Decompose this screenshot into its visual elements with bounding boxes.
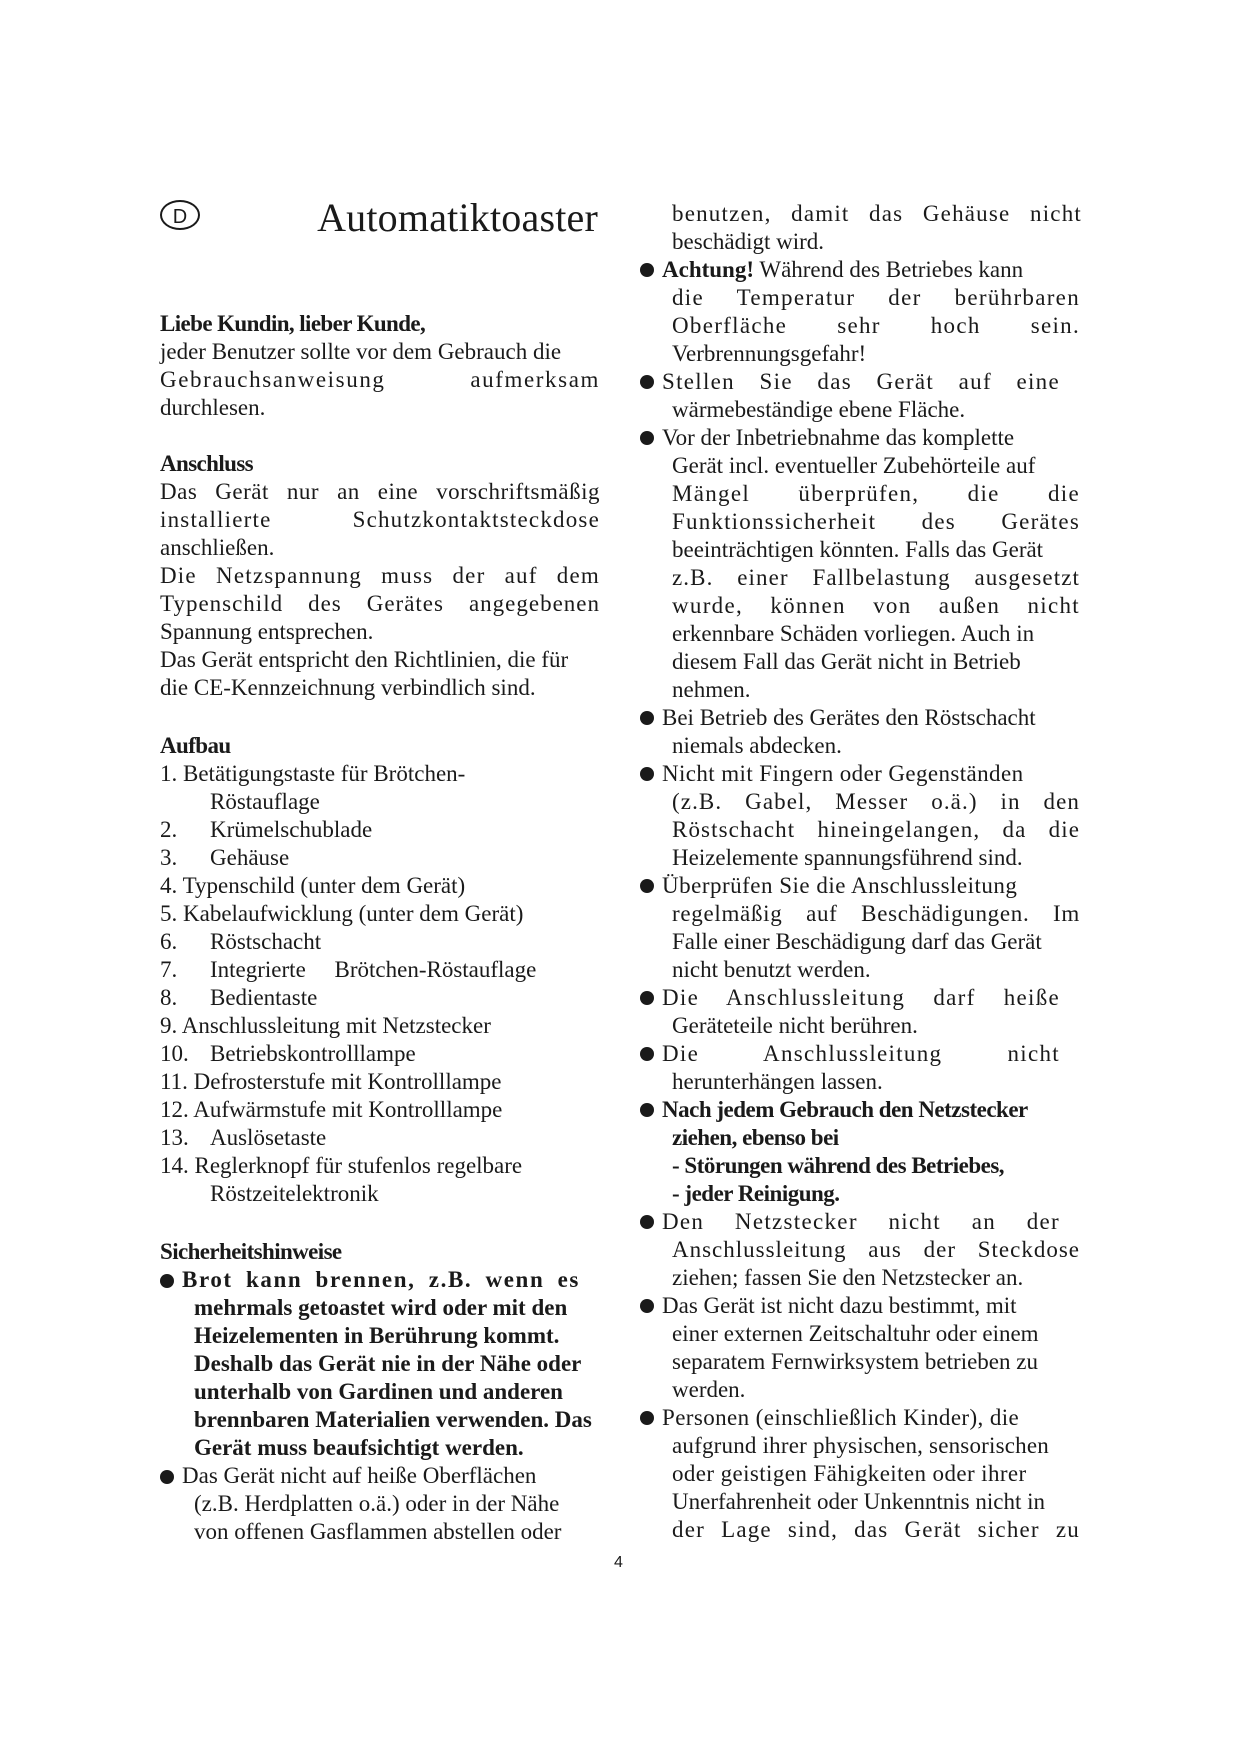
aufbau-section <box>160 732 600 1208</box>
text-line: Das Gerät nur an eine vorschriftsmäßig <box>160 479 600 504</box>
text-line: Das Gerät entspricht den Richtlinien, die für <box>160 647 569 672</box>
language-badge: D <box>160 200 200 230</box>
safety-bullet: Nicht mit Fingern oder Gegenständen (z.B. Gabel, Messer o.ä.) in den Röstschacht hineingelangen, da die Heizelemente spannungsführend sind. <box>640 760 1080 872</box>
parts-list-item: 1. Betätigungstaste für Brötchen- Röstauflage <box>160 761 466 814</box>
section-heading: Anschluss <box>160 451 254 476</box>
parts-list <box>160 760 600 1208</box>
parts-list-item: 7. Integrierte Brötchen-Röstauflage <box>160 957 537 982</box>
continuation-text: benutzen, damit das Gehäuse nicht beschädigt wird. <box>672 201 1082 254</box>
bullet-dot-icon <box>640 991 654 1005</box>
text-line: Spannung entsprechen. <box>160 619 374 644</box>
text-line: installierte Schutzkontaktsteckdose <box>160 507 600 532</box>
bullet-dot-icon <box>640 263 654 277</box>
bullet-dot-icon <box>640 879 654 893</box>
intro-line: durchlesen. <box>160 395 266 420</box>
text-line: Die Netzspannung muss der auf dem <box>160 563 600 588</box>
section-heading: Sicherheitshinweise <box>160 1239 342 1264</box>
parts-list-item: 4. Typenschild (unter dem Gerät) <box>160 873 466 898</box>
safety-bullet: Bei Betrieb des Gerätes den Röstschacht niemals abdecken. <box>640 704 1080 760</box>
bullet-dot-icon <box>640 767 654 781</box>
parts-list-item: 3. Gehäuse <box>160 845 290 870</box>
sicherheit-section <box>160 1238 600 1546</box>
intro-line: jeder Benutzer sollte vor dem Gebrauch die <box>160 339 562 364</box>
page-number: 4 <box>614 1554 623 1571</box>
anschluss-section <box>160 450 600 702</box>
salutation: Liebe Kundin, lieber Kunde, <box>160 311 426 336</box>
safety-bullet: Überprüfen Sie die Anschlussleitung regelmäßig auf Beschädigungen. Im Falle einer Beschädigung darf das Gerät nicht benutzt werden. <box>640 872 1080 984</box>
safety-bullet: Achtung! Während des Betriebes kann die Temperatur der berührbaren Oberfläche sehr hoch sein. Verbrennungsgefahr! <box>640 256 1080 368</box>
safety-bullet: Das Gerät nicht auf heiße Oberflächen (z.B. Herdplatten o.ä.) oder in der Nähe von offenen Gasflammen abstellen oder <box>160 1462 600 1546</box>
parts-list-item: 9. Anschlussleitung mit Netzstecker <box>160 1013 491 1038</box>
page-header <box>160 195 600 245</box>
parts-list-item: 12. Aufwärmstufe mit Kontrolllampe <box>160 1097 503 1122</box>
parts-list-item: 13. Auslösetaste <box>160 1125 327 1150</box>
bullet-dot-icon <box>160 1470 174 1484</box>
text-line: die CE-Kennzeichnung verbindlich sind. <box>160 675 536 700</box>
text-line: Typenschild des Gerätes angegebenen <box>160 591 600 616</box>
safety-bullet: Den Netzstecker nicht an der Anschlussleitung aus der Steckdose ziehen; fassen Sie den Netzstecker an. <box>640 1208 1080 1292</box>
text-line: anschließen. <box>160 535 275 560</box>
intro-line: Gebrauchsanweisung aufmerksam <box>160 367 600 392</box>
parts-list-item: 6. Röstschacht <box>160 929 322 954</box>
bullet-dot-icon <box>640 375 654 389</box>
safety-bullet: Brot kann brennen, z.B. wenn es mehrmals getoastet wird oder mit den Heizelementen in Berührung kommt. Deshalb das Gerät nie in der Nähe oder unterhalb von Gardinen und anderen brennbaren Materialien verwenden. Das Gerät muss beaufsichtigt werden. <box>160 1266 600 1462</box>
bullet-dot-icon <box>640 1047 654 1061</box>
parts-list-item: 5. Kabelaufwicklung (unter dem Gerät) <box>160 901 524 926</box>
section-heading: Aufbau <box>160 733 231 758</box>
safety-bullet: Stellen Sie das Gerät auf eine wärmebeständige ebene Fläche. <box>640 368 1080 424</box>
parts-list-item: 2. Krümelschublade <box>160 817 373 842</box>
parts-list-item: 11. Defrosterstufe mit Kontrolllampe <box>160 1069 502 1094</box>
bullet-dot-icon <box>640 1103 654 1117</box>
safety-bullet: Die Anschlussleitung darf heiße Geräteteile nicht berühren. <box>640 984 1080 1040</box>
parts-list-item: 8. Bedientaste <box>160 985 318 1010</box>
bullet-dot-icon <box>160 1274 174 1288</box>
bullet-dot-icon <box>640 431 654 445</box>
bullet-dot-icon <box>640 1411 654 1425</box>
safety-bullet: Die Anschlussleitung nicht herunterhängen lassen. <box>640 1040 1080 1096</box>
safety-bullet: Das Gerät ist nicht dazu bestimmt, mit einer externen Zeitschaltuhr oder einem separatem Fernwirksystem betrieben zu werden. <box>640 1292 1080 1404</box>
safety-bullets-right <box>640 256 1080 1544</box>
safety-bullet: Vor der Inbetriebnahme das komplette Gerät incl. eventueller Zubehörteile auf Mängel überprüfen, die die Funktionssicherheit des Gerätes beeinträchtigen könnten. Falls das Gerät z.B. einer Fallbelastung ausgesetzt wurde, können von außen nicht erkennbare Schäden vorliegen. Auch in diesem Fall das Gerät nicht in Betrieb nehmen. <box>640 424 1080 704</box>
parts-list-item: 10. Betriebskontrolllampe <box>160 1041 416 1066</box>
page-title: Automatiktoaster <box>317 195 598 240</box>
bullet-dot-icon <box>640 1215 654 1229</box>
bullet-dot-icon <box>640 711 654 725</box>
safety-bullet: Nach jedem Gebrauch den Netzstecker ziehen, ebenso bei - Störungen während des Betriebes, - jeder Reinigung. <box>640 1096 1080 1208</box>
safety-bullet: Personen (einschließlich Kinder), die aufgrund ihrer physischen, sensorischen oder geistigen Fähigkeiten oder ihrer Unerfahrenheit oder Unkenntnis nicht in der Lage sind, das Gerät sicher zu <box>640 1404 1080 1544</box>
bullet-dot-icon <box>640 1299 654 1313</box>
parts-list-item: 14. Reglerknopf für stufenlos regelbare Röstzeitelektronik <box>160 1153 523 1206</box>
intro-section <box>160 310 600 422</box>
